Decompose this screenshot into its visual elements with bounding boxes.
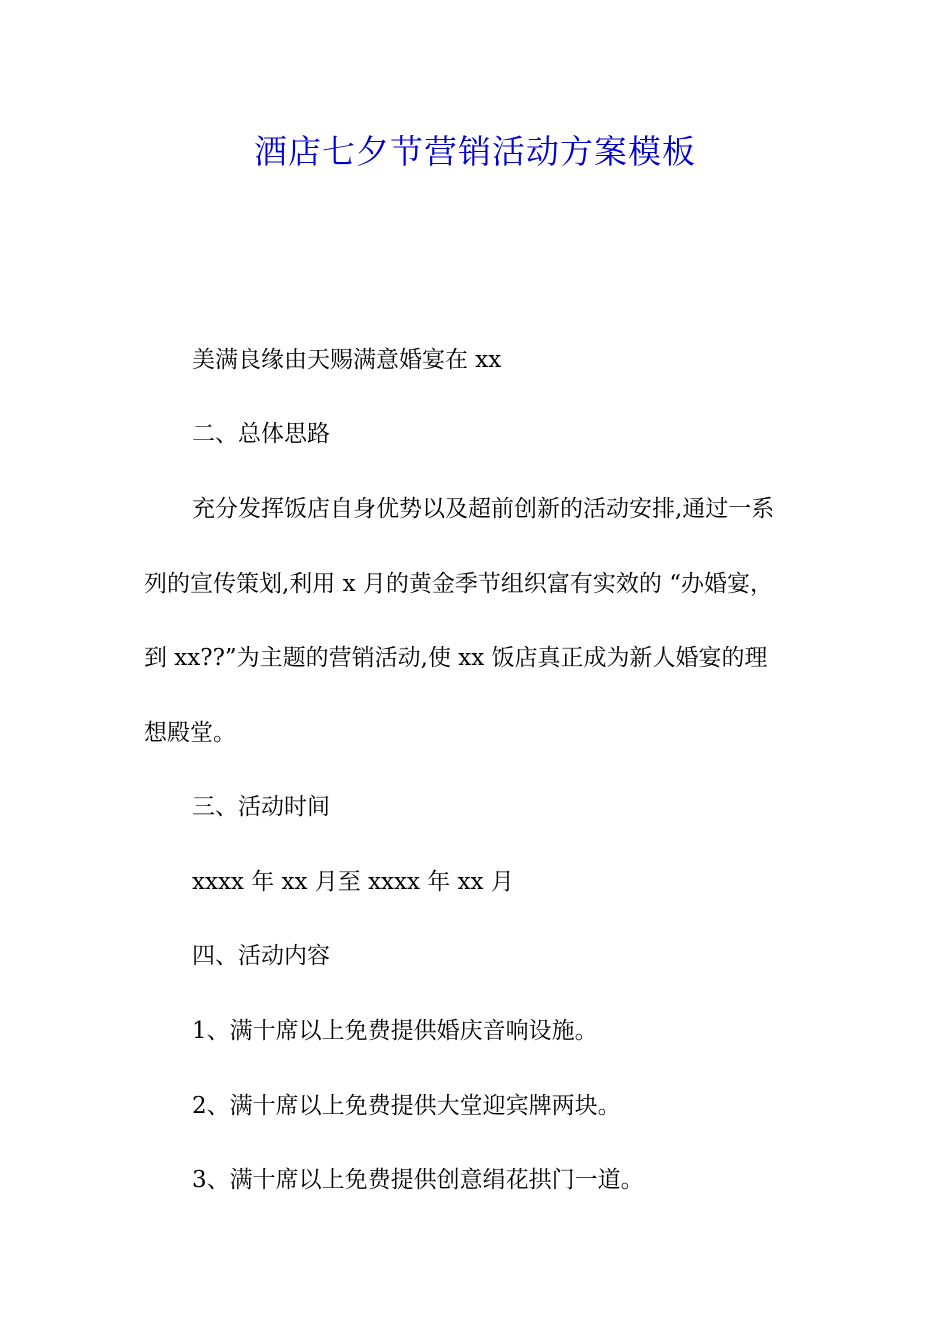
list-item: 1、满十席以上免费提供婚庆音响设施。 [192, 1018, 598, 1044]
document-title: 酒店七夕节营销活动方案模板 [254, 132, 696, 171]
heading-activity-content: 四、活动内容 [192, 943, 330, 969]
paragraph-line: 想殿堂。 [144, 720, 236, 746]
heading-activity-time: 三、活动时间 [192, 794, 330, 820]
paragraph-line: 充分发挥饭店自身优势以及超前创新的活动安排,通过一系 [192, 496, 775, 522]
paragraph-line: 到 xx??”为主题的营销活动,使 xx 饭店真正成为新人婚宴的理 [144, 645, 768, 671]
paragraph-slogan: 美满良缘由天赐满意婚宴在 xx [192, 347, 502, 373]
list-item: 2、满十席以上免费提供大堂迎宾牌两块。 [192, 1093, 621, 1119]
paragraph-line: 列的宣传策划,利用 x 月的黄金季节组织富有实效的 “办婚宴， [144, 571, 773, 597]
paragraph-date-range: xxxx 年 xx 月至 xxxx 年 xx 月 [192, 869, 514, 895]
heading-overall-idea: 二、总体思路 [192, 421, 330, 447]
list-item: 3、满十席以上免费提供创意绢花拱门一道。 [192, 1167, 644, 1193]
